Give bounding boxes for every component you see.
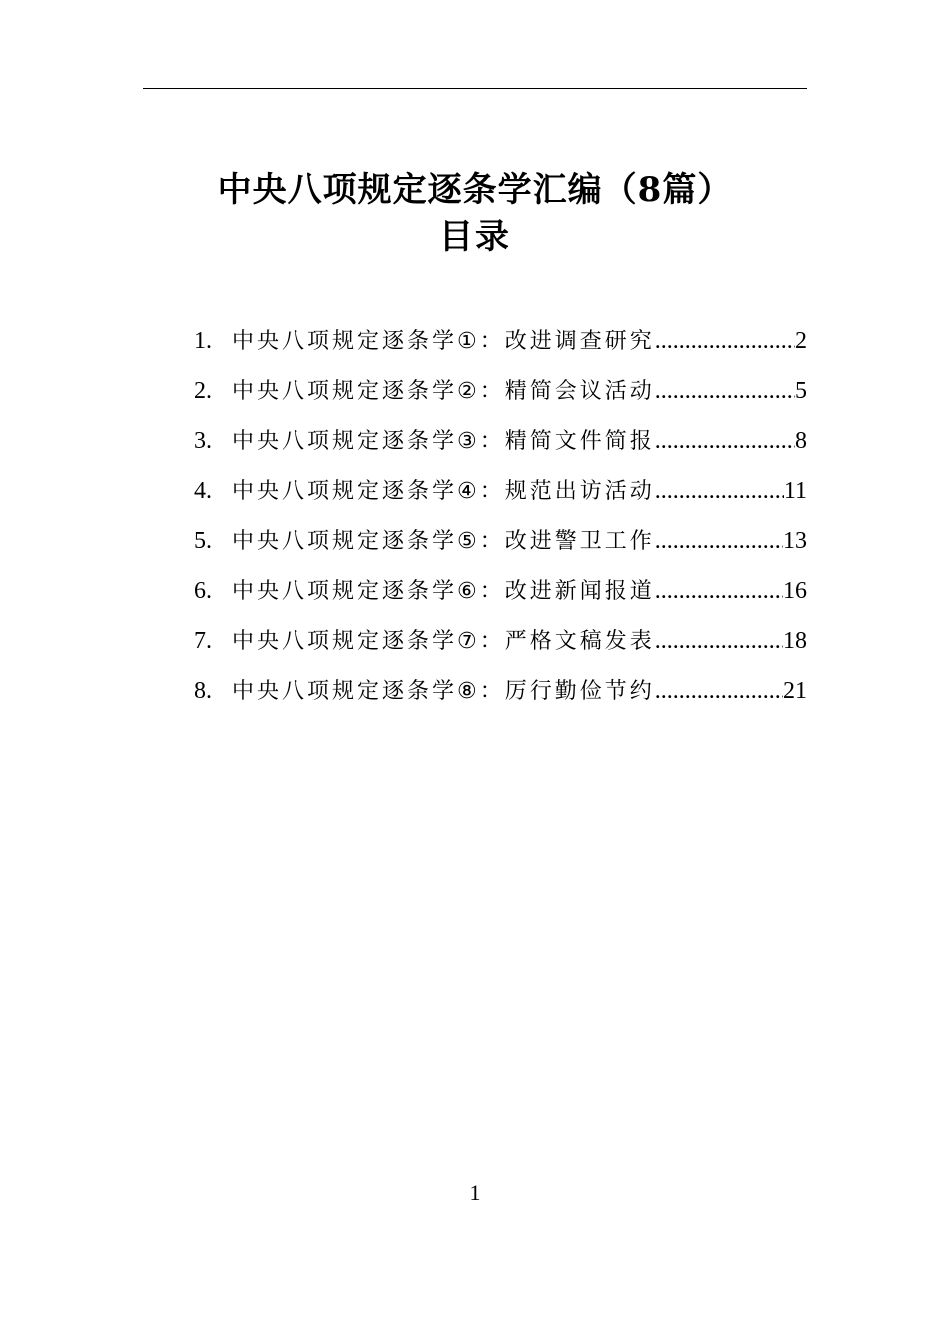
toc-entry-number: 3. [194, 428, 212, 454]
toc-dot-leader [655, 616, 783, 666]
toc-dot-leader [655, 466, 784, 516]
toc-entry-title: 中央八项规定逐条学④：规范出访活动 [232, 479, 655, 504]
toc-entry-title: 中央八项规定逐条学⑧：厉行勤俭节约 [232, 679, 655, 704]
toc-entry-1[interactable] [194, 316, 807, 366]
toc-entry-page: 18 [783, 628, 807, 654]
toc-entry-page: 21 [783, 678, 807, 704]
toc-entry-title: 中央八项规定逐条学⑤：改进警卫工作 [232, 529, 655, 554]
toc-dot-leader [655, 416, 795, 466]
toc-entry-number: 1. [194, 328, 212, 354]
toc-entry-page: 8 [795, 428, 807, 454]
toc-entry-title: 中央八项规定逐条学⑥：改进新闻报道 [232, 579, 655, 604]
table-of-contents [194, 316, 807, 716]
toc-entry-number: 2. [194, 378, 212, 404]
toc-dot-leader [655, 366, 795, 416]
toc-entry-page: 13 [783, 528, 807, 554]
toc-entry-title: 中央八项规定逐条学⑦：严格文稿发表 [232, 629, 655, 654]
toc-entry-page: 11 [783, 478, 807, 504]
toc-entry-title: 中央八项规定逐条学②：精简会议活动 [232, 379, 655, 404]
toc-entry-number: 4. [194, 478, 212, 504]
toc-entry-4[interactable] [194, 466, 807, 516]
toc-dot-leader [655, 316, 795, 366]
toc-entry-number: 5. [194, 528, 212, 554]
toc-entry-7[interactable] [194, 616, 807, 666]
toc-entry-number: 8. [194, 678, 212, 704]
toc-dot-leader [655, 566, 783, 616]
toc-entry-8[interactable] [194, 666, 807, 716]
toc-entry-number: 6. [194, 578, 212, 604]
toc-entry-2[interactable] [194, 366, 807, 416]
toc-entry-number: 7. [194, 628, 212, 654]
header-rule [143, 88, 807, 89]
toc-entry-title: 中央八项规定逐条学③：精简文件简报 [232, 429, 655, 454]
toc-dot-leader [655, 516, 783, 566]
toc-entry-title: 中央八项规定逐条学①：改进调查研究 [232, 329, 655, 354]
toc-entry-5[interactable] [194, 516, 807, 566]
toc-entry-3[interactable] [194, 416, 807, 466]
toc-heading: 目录 [439, 217, 511, 257]
toc-entry-page: 5 [795, 378, 807, 404]
toc-entry-page: 16 [783, 578, 807, 604]
toc-entry-page: 2 [795, 328, 807, 354]
toc-entry-6[interactable] [194, 566, 807, 616]
toc-dot-leader [655, 666, 783, 716]
page-number: 1 [469, 1180, 481, 1205]
document-title: 中央八项规定逐条学汇编（8篇） [217, 170, 733, 210]
